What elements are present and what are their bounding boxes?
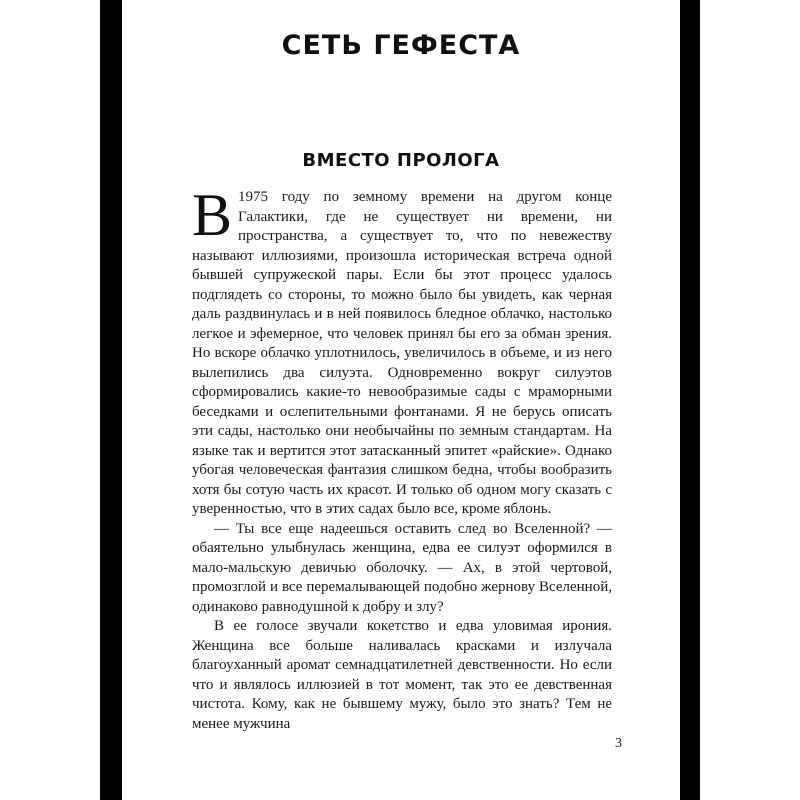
paragraph-1-text: 1975 году по земному времени на другом конце Галактики, где не существует ни времени, ни пространства, а существует то, что по невежеству называют иллюзиями, произошла историческая встреча одной бывшей супружеской пары. Если бы этот процесс удалось подглядеть со стороны, то можно было бы увидеть, как черная даль раздвинулась и в ней появилось бледное облачко, настолько легкое и эфемерное, что человек принял бы его за обман зрения. Но вскоре облачко уплотнилось, увеличилось в объеме, и из него вылепились два силуэта. Одновременно вокруг силуэтов сформировались какие-то невообразимые сады с мраморными беседками и ослепительными фонтанами. Я не берусь описать эти сады, настолько они необычайны по земным стандартам. На языке так и вертится этот затасканный эпитет «райские». Однако убогая человеческая фантазия слишком бедна, чтобы вообразить хотя бы сотую часть их красот. И только об одном могу сказать с уверенностью, что в этих садах было все, кроме яблонь. (192, 189, 612, 517)
book-page (122, 0, 680, 800)
chapter-title: ВМЕСТО ПРОЛОГА (302, 150, 500, 171)
body-text (192, 182, 612, 734)
book-spine-left (100, 0, 122, 800)
page-number: 3 (615, 736, 622, 751)
paragraph-1 (192, 182, 612, 520)
paragraph-2: — Ты все еще надеешься оставить след во Вселенной? — обаятельно улыбнулась женщина, едва ее силуэт оформился в мало-мальскую девичью оболочку. — Ах, в этой чертовой, промозглой и все перемалывающей подобно жернову Вселенной, одинаково равнодушной к добру и злу? (192, 520, 612, 615)
paragraph-3: В ее голосе звучали кокетство и едва уловимая ирония. Женщина все больше наливалась красками и излучала благоуханный аромат семнадцатилетней девственности. Но если что и являлось иллюзией в тот момент, так это ее девственная чистота. Кому, как не бывшему мужу, было это знать? Тем не менее мужчина (192, 618, 612, 732)
book-spine-right (680, 0, 700, 800)
drop-cap: В (192, 182, 233, 248)
book-title: СЕТЬ ГЕФЕСТА (281, 30, 521, 61)
